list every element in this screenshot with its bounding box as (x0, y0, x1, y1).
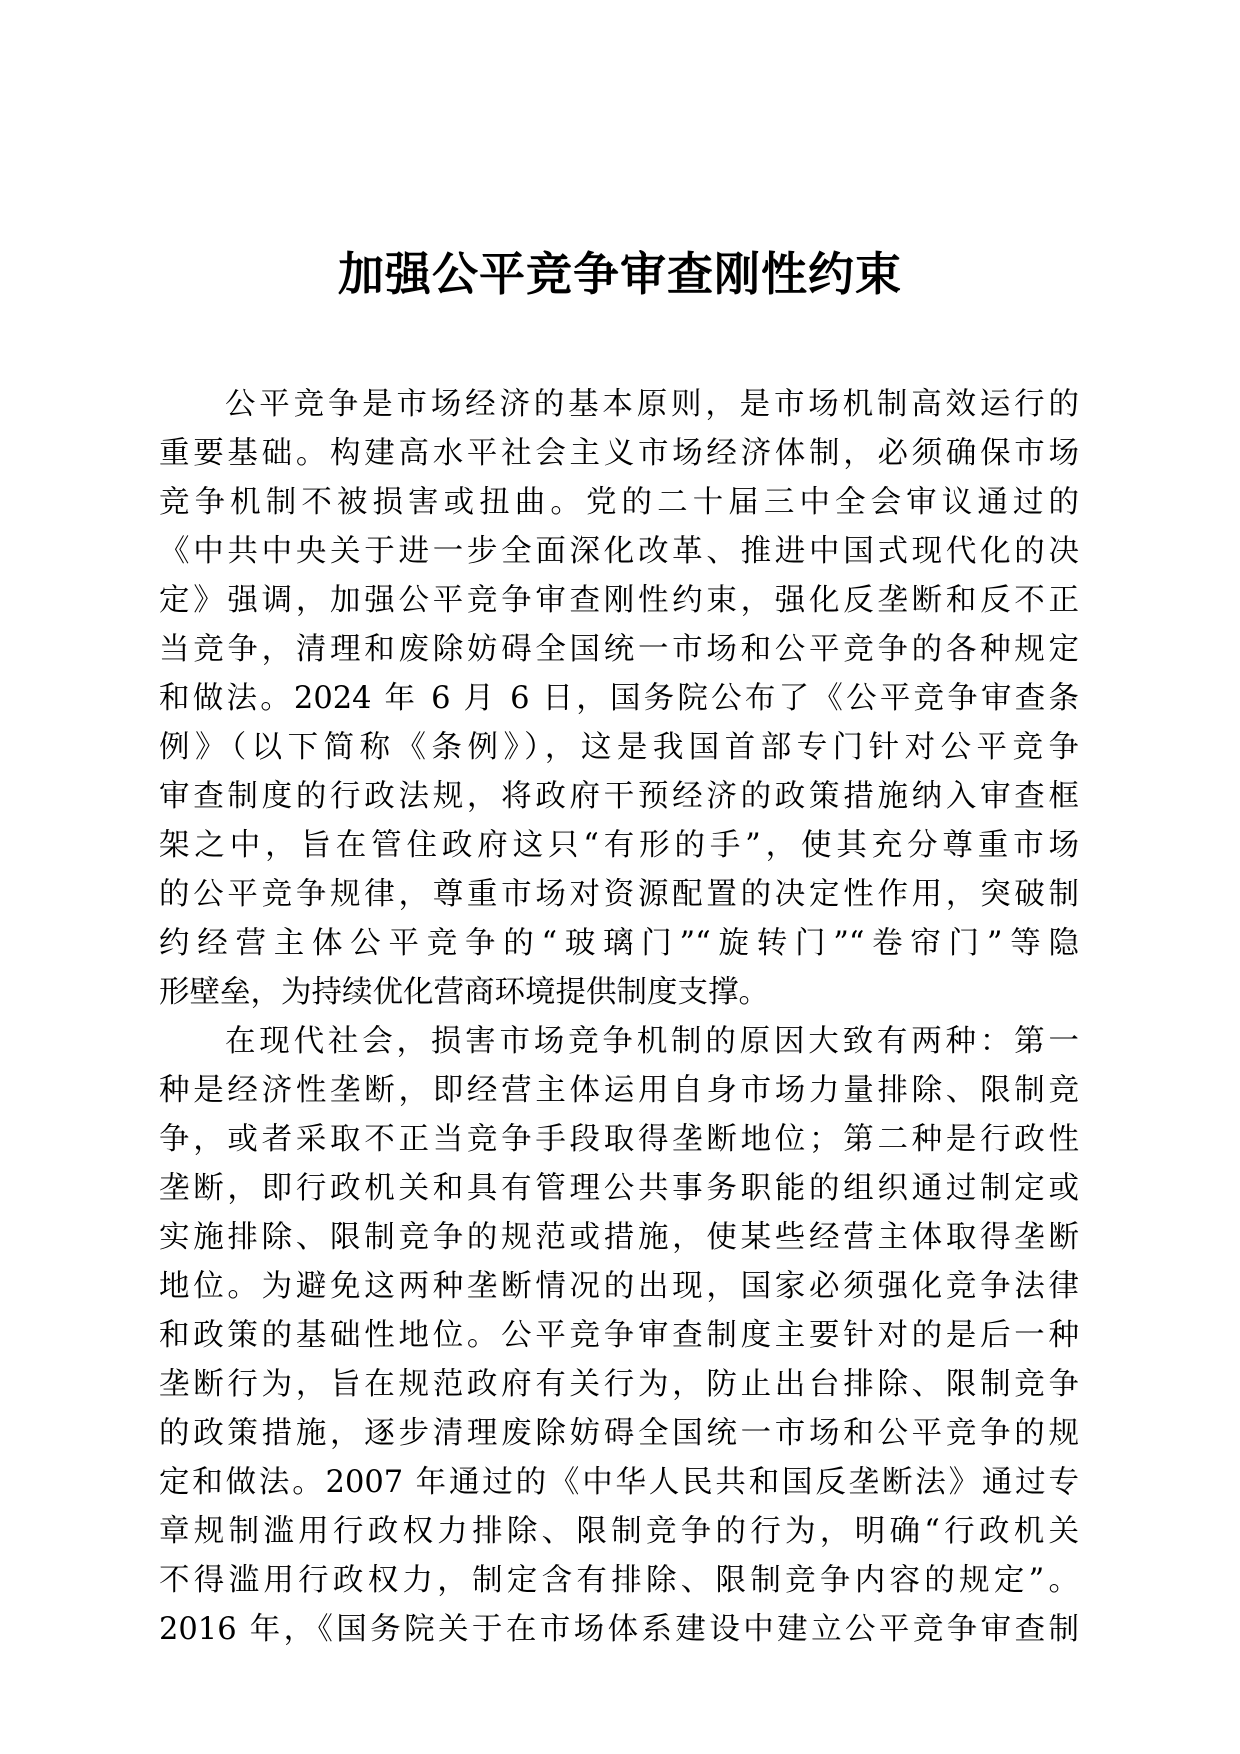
text-line: 垄断行为，旨在规范政府有关行为，防止出台排除、限制竞争 (159, 1367, 1079, 1402)
text-line: 的公平竞争规律，尊重市场对资源配置的决定性作用，突破制 (159, 877, 1079, 912)
text-line: 公平竞争是市场经济的基本原则，是市场机制高效运行的 (225, 387, 1079, 422)
text-line: 竞争机制不被损害或扭曲。党的二十届三中全会审议通过的 (159, 485, 1079, 520)
text-line: 种是经济性垄断，即经营主体运用自身市场力量排除、限制竞 (159, 1073, 1079, 1108)
text-line: 2016 年，《国务院关于在市场体系建设中建立公平竞争审查制 (159, 1612, 1079, 1647)
text-line: 垄断，即行政机关和具有管理公共事务职能的组织通过制定或 (159, 1171, 1079, 1206)
text-line: 架之中，旨在管住政府这只“有形的手”，使其充分尊重市场 (159, 828, 1079, 863)
text-line: 不得滥用行政权力，制定含有排除、限制竞争内容的规定”。 (159, 1563, 1079, 1598)
text-line: 例》（以下简称《条例》），这是我国首部专门针对公平竞争 (159, 730, 1079, 765)
text-line: 定和做法。2007 年通过的《中华人民共和国反垄断法》通过专 (159, 1465, 1079, 1500)
text-line: 审查制度的行政法规，将政府干预经济的政策措施纳入审查框 (159, 779, 1079, 814)
page-title: 加强公平竞争审查刚性约束 (338, 247, 902, 301)
text-line: 实施排除、限制竞争的规范或措施，使某些经营主体取得垄断 (159, 1220, 1079, 1255)
text-line: 和做法。2024 年 6 月 6 日，国务院公布了《公平竞争审查条 (159, 681, 1079, 716)
text-line: 重要基础。构建高水平社会主义市场经济体制，必须确保市场 (159, 436, 1079, 471)
text-line: 章规制滥用行政权力排除、限制竞争的行为，明确“行政机关 (159, 1514, 1079, 1549)
text-line: 约经营主体公平竞争的“玻璃门”“旋转门”“卷帘门”等隐 (159, 926, 1079, 961)
text-line: 定》强调，加强公平竞争审查刚性约束，强化反垄断和反不正 (159, 583, 1079, 618)
text-line: 形壁垒，为持续优化营商环境提供制度支撑。 (159, 975, 769, 1010)
text-line: 的政策措施，逐步清理废除妨碍全国统一市场和公平竞争的规 (159, 1416, 1079, 1451)
text-line: 当竞争，清理和废除妨碍全国统一市场和公平竞争的各种规定 (159, 632, 1079, 667)
text-line: 地位。为避免这两种垄断情况的出现，国家必须强化竞争法律 (159, 1269, 1079, 1304)
text-line: 《中共中央关于进一步全面深化改革、推进中国式现代化的决 (159, 534, 1079, 569)
text-line: 争，或者采取不正当竞争手段取得垄断地位；第二种是行政性 (159, 1122, 1079, 1157)
article-body (159, 380, 1079, 1654)
text-line: 和政策的基础性地位。公平竞争审查制度主要针对的是后一种 (159, 1318, 1079, 1353)
text-line: 在现代社会，损害市场竞争机制的原因大致有两种：第一 (225, 1024, 1079, 1059)
